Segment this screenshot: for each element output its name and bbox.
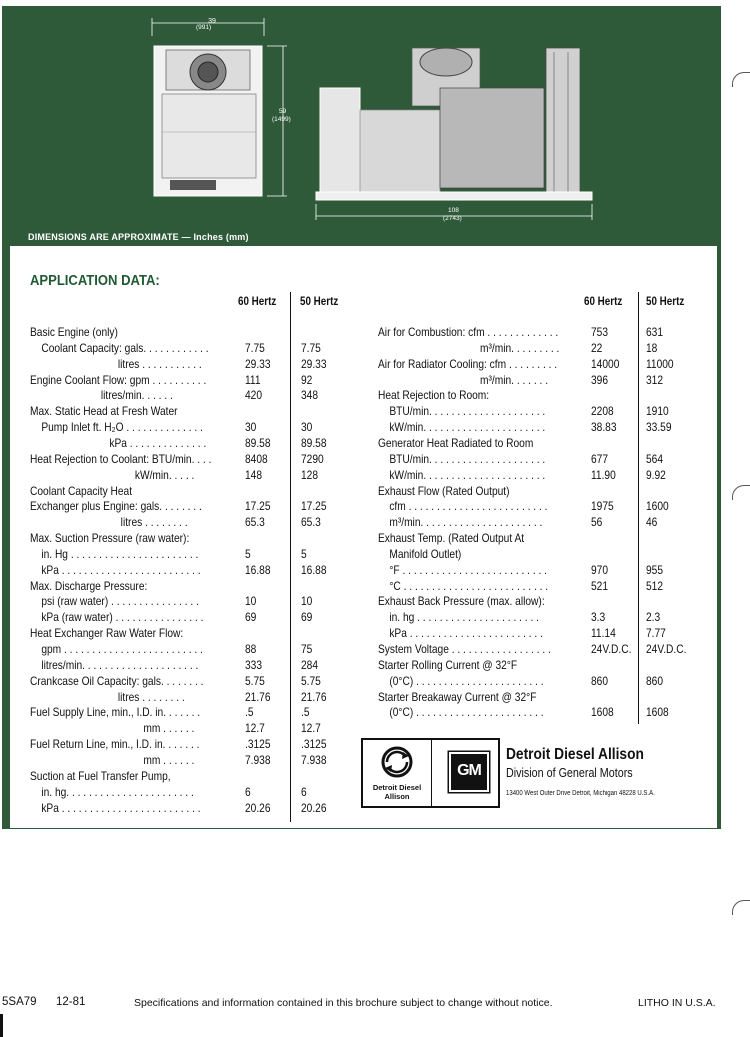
data-row: [30, 498, 350, 514]
value-50hz: 1600: [646, 499, 669, 514]
value-60hz: .3125: [245, 737, 271, 752]
data-row: [30, 340, 350, 356]
data-row: [30, 419, 350, 435]
value-50hz: 7290: [301, 451, 324, 466]
data-row: [30, 483, 350, 499]
length-dim-in: 108: [448, 207, 459, 214]
footer-litho: LITHO IN U.S.A.: [638, 997, 716, 1009]
right-50hz-header: 50 Hertz: [646, 294, 685, 308]
data-row: [30, 514, 350, 530]
data-row: [378, 340, 708, 356]
row-label: Exhaust Flow (Rated Output): [378, 483, 510, 498]
data-row: [378, 530, 708, 546]
value-50hz: 6: [301, 784, 307, 799]
data-row: [378, 704, 708, 720]
value-50hz: 1608: [646, 705, 669, 720]
value-50hz: 21.76: [301, 689, 327, 704]
value-60hz: 89.58: [245, 435, 271, 450]
value-60hz: 970: [591, 562, 609, 577]
value-50hz: 16.88: [301, 562, 327, 577]
value-50hz: 65.3: [301, 515, 321, 530]
data-row: [378, 356, 708, 372]
value-50hz: 89.58: [301, 435, 327, 450]
data-row: [378, 625, 708, 641]
row-label: Starter Breakaway Current @ 32°F: [378, 689, 537, 704]
row-label: Exchanger plus Engine: gals. . . . . . . .: [30, 499, 202, 514]
row-label: Fuel Return Line, min., I.D. in. . . . . . .: [30, 737, 200, 752]
row-label: System Voltage . . . . . . . . . . . . . . . . . .: [378, 642, 551, 656]
value-50hz: 312: [646, 372, 664, 387]
value-50hz: .5: [301, 705, 310, 720]
value-50hz: 5.75: [301, 673, 321, 688]
value-50hz: 7.75: [301, 340, 321, 355]
value-50hz: 20.26: [301, 800, 327, 815]
row-label: cfm . . . . . . . . . . . . . . . . . . . . . . . . .: [378, 499, 548, 514]
value-60hz: 30: [245, 420, 257, 435]
data-row: [378, 483, 708, 499]
footer-notice: Specifications and information contained in this brochure subject to change without notice.: [134, 997, 553, 1009]
data-row: [378, 451, 708, 467]
row-label: litres/min. . . . . . . . . . . . . . . . . . . . .: [30, 657, 199, 672]
gm-logo-text: GM: [457, 762, 481, 779]
value-50hz: 860: [646, 673, 664, 688]
row-label: gpm . . . . . . . . . . . . . . . . . . . . . . . . .: [30, 642, 203, 656]
value-50hz: 7.77: [646, 626, 666, 641]
value-60hz: 65.3: [245, 515, 265, 530]
data-row: [378, 546, 708, 562]
data-row: [30, 641, 350, 657]
value-50hz: 128: [301, 467, 319, 482]
length-dim-mm: (2743): [443, 215, 462, 222]
value-60hz: 148: [245, 467, 263, 482]
row-label: litres . . . . . . . .: [30, 689, 185, 704]
data-row: [30, 768, 350, 784]
row-label: Heat Rejection to Room:: [378, 388, 490, 403]
dda-logo: [363, 740, 432, 806]
row-label: Pump Inlet ft. H₂O . . . . . . . . . . . . . .: [30, 420, 203, 435]
row-label: (0°C) . . . . . . . . . . . . . . . . . . . . . . .: [378, 705, 544, 720]
row-label: Air for Combustion: cfm . . . . . . . . . . . . .: [378, 325, 559, 339]
row-label: kW/min. . . . . . . . . . . . . . . . . . . . . .: [378, 467, 546, 482]
data-row: [30, 387, 350, 403]
value-60hz: 860: [591, 673, 609, 688]
row-label: litres . . . . . . . . . . .: [30, 356, 202, 371]
row-label: °C . . . . . . . . . . . . . . . . . . . . . . . . . .: [378, 578, 549, 593]
brand-address: 13400 West Outer Drive Detroit, Michigan 48228 U.S.A.: [506, 790, 655, 797]
data-row: [30, 324, 350, 340]
data-row: [30, 673, 350, 689]
edge-nick-mark: [732, 485, 750, 500]
data-row: [378, 562, 708, 578]
value-50hz: 75: [301, 642, 313, 656]
value-50hz: 564: [646, 451, 664, 466]
data-row: [30, 403, 350, 419]
green-background-frame: [2, 6, 721, 829]
row-label: Basic Engine (only): [30, 325, 118, 339]
row-label: m³/min. . . . . . .: [378, 372, 549, 387]
value-50hz: 17.25: [301, 499, 327, 514]
edge-mark: [0, 1014, 3, 1037]
dimensions-note: DIMENSIONS ARE APPROXIMATE — Inches (mm): [28, 232, 249, 242]
row-label: mm . . . . . .: [30, 721, 195, 736]
width-dim-mm: (991): [196, 24, 212, 31]
data-row: [30, 689, 350, 705]
left-60hz-header: 60 Hertz: [238, 294, 277, 308]
row-label: BTU/min. . . . . . . . . . . . . . . . . . . . .: [378, 404, 546, 419]
value-50hz: 92: [301, 372, 313, 387]
row-label: in. Hg . . . . . . . . . . . . . . . . . . . . . . .: [30, 546, 199, 561]
row-label: Coolant Capacity Heat: [30, 483, 133, 498]
gm-logo-badge: [451, 754, 487, 790]
brand-name: Detroit Diesel Allison: [506, 746, 644, 763]
value-60hz: 56: [591, 515, 603, 530]
edge-nick-mark: [732, 900, 750, 915]
left-50hz-header: 50 Hertz: [300, 294, 339, 308]
value-60hz: 6: [245, 784, 251, 799]
value-60hz: 420: [245, 388, 263, 403]
value-60hz: 69: [245, 610, 257, 625]
value-60hz: 14000: [591, 356, 620, 371]
row-label: BTU/min. . . . . . . . . . . . . . . . . . . . .: [378, 451, 546, 466]
data-row: [30, 736, 350, 752]
data-row: [30, 451, 350, 467]
row-label: (0°C) . . . . . . . . . . . . . . . . . . . . . . .: [378, 673, 544, 688]
value-60hz: 29.33: [245, 356, 271, 371]
value-60hz: 12.7: [245, 721, 265, 736]
height-dim-in: 59: [279, 108, 287, 115]
data-row: [30, 657, 350, 673]
value-50hz: 1910: [646, 404, 669, 419]
footer-code: 5SA79: [2, 996, 37, 1008]
row-label: Max. Suction Pressure (raw water):: [30, 531, 190, 546]
row-label: Air for Radiator Cooling: cfm . . . . . . . . .: [378, 356, 558, 371]
value-60hz: 1975: [591, 499, 614, 514]
dda-emblem-icon: [363, 740, 431, 784]
value-50hz: 284: [301, 657, 319, 672]
data-row: [378, 498, 708, 514]
value-60hz: 88: [245, 642, 257, 656]
value-60hz: 5.75: [245, 673, 265, 688]
value-60hz: 24V.D.C.: [591, 642, 632, 656]
value-50hz: 12.7: [301, 721, 321, 736]
value-60hz: 3.3: [591, 610, 606, 625]
data-row: [30, 372, 350, 388]
value-50hz: 30: [301, 420, 313, 435]
generator-dimension-drawings: [2, 6, 721, 244]
row-label: psi (raw water) . . . . . . . . . . . . . . . .: [30, 594, 199, 609]
dda-logo-text: Detroit Diesel Allison: [372, 783, 422, 801]
data-row: [30, 467, 350, 483]
value-60hz: 7.75: [245, 340, 265, 355]
data-row: [30, 720, 350, 736]
front-view-drawing: [152, 18, 287, 196]
row-label: kW/min. . . . . . . . . . . . . . . . . . . . . .: [378, 420, 546, 435]
row-label: m³/min. . . . . . . . . . . . . . . . . . . . . .: [378, 515, 543, 530]
right-60hz-header: 60 Hertz: [584, 294, 623, 308]
data-row: [378, 419, 708, 435]
row-label: Exhaust Temp. (Rated Output At: [378, 531, 525, 546]
value-50hz: 24V.D.C.: [646, 642, 687, 656]
value-60hz: 677: [591, 451, 609, 466]
data-row: [378, 641, 708, 657]
value-60hz: 111: [245, 372, 261, 387]
application-data-panel: [10, 246, 717, 828]
value-60hz: 1608: [591, 705, 614, 720]
value-60hz: 17.25: [245, 499, 271, 514]
edge-nick-mark: [732, 72, 750, 87]
data-row: [378, 387, 708, 403]
value-50hz: 631: [646, 325, 664, 339]
brand-division: Division of General Motors: [506, 766, 633, 780]
data-row: [30, 800, 350, 816]
data-row: [30, 435, 350, 451]
data-row: [30, 704, 350, 720]
value-60hz: 333: [245, 657, 263, 672]
data-row: [378, 403, 708, 419]
row-label: Heat Rejection to Coolant: BTU/min. . . .: [30, 451, 212, 466]
value-50hz: 18: [646, 340, 658, 355]
value-50hz: 2.3: [646, 610, 661, 625]
value-50hz: 10: [301, 594, 313, 609]
row-label: in. hg . . . . . . . . . . . . . . . . . . . . . .: [378, 610, 539, 625]
value-50hz: 69: [301, 610, 313, 625]
height-dim-mm: (1499): [272, 116, 291, 123]
value-60hz: 38.83: [591, 420, 617, 435]
data-row: [378, 673, 708, 689]
data-row: [378, 435, 708, 451]
row-label: mm . . . . . .: [30, 752, 195, 767]
value-50hz: 348: [301, 388, 319, 403]
row-label: °F . . . . . . . . . . . . . . . . . . . . . . . . . .: [378, 562, 548, 577]
row-label: Crankcase Oil Capacity: gals. . . . . . . .: [30, 673, 204, 688]
data-row: [378, 467, 708, 483]
row-label: m³/min. . . . . . . . .: [378, 340, 560, 355]
row-label: kPa . . . . . . . . . . . . . . . . . . . . . . . .: [378, 626, 543, 641]
value-60hz: 11.90: [591, 467, 616, 482]
value-50hz: 46: [646, 515, 658, 530]
value-50hz: .3125: [301, 737, 327, 752]
value-60hz: 521: [591, 578, 609, 593]
value-60hz: 5: [245, 546, 251, 561]
value-50hz: 29.33: [301, 356, 327, 371]
row-label: litres . . . . . . . .: [30, 515, 188, 530]
row-label: Starter Rolling Current @ 32°F: [378, 657, 518, 672]
data-row: [378, 324, 708, 340]
value-60hz: .5: [245, 705, 254, 720]
row-label: kPa . . . . . . . . . . . . . .: [30, 435, 207, 450]
data-row: [30, 530, 350, 546]
value-50hz: 9.92: [646, 467, 666, 482]
row-label: Engine Coolant Flow: gpm . . . . . . . . . .: [30, 372, 207, 387]
value-50hz: 5: [301, 546, 307, 561]
data-row: [378, 657, 708, 673]
data-row: [378, 578, 708, 594]
row-label: Coolant Capacity: gals. . . . . . . . . . . .: [30, 340, 209, 355]
data-row: [30, 562, 350, 578]
data-row: [378, 593, 708, 609]
value-60hz: 2208: [591, 404, 614, 419]
application-data-title: APPLICATION DATA:: [30, 273, 160, 289]
row-label: litres/min. . . . . .: [30, 388, 173, 403]
value-60hz: 11.14: [591, 626, 616, 641]
side-view-drawing: [316, 48, 592, 220]
value-50hz: 11000: [646, 356, 674, 371]
value-50hz: 955: [646, 562, 664, 577]
footer-date: 12-81: [56, 996, 86, 1008]
value-60hz: 16.88: [245, 562, 271, 577]
row-label: Generator Heat Radiated to Room: [378, 435, 534, 450]
brand-logo-box: [361, 738, 500, 808]
row-label: Manifold Outlet): [378, 546, 462, 561]
row-label: kPa (raw water) . . . . . . . . . . . . . . . .: [30, 610, 204, 625]
value-50hz: 7.938: [301, 752, 327, 767]
data-row: [30, 625, 350, 641]
row-label: Max. Discharge Pressure:: [30, 578, 148, 593]
row-label: Heat Exchanger Raw Water Flow:: [30, 626, 184, 641]
value-60hz: 21.76: [245, 689, 271, 704]
row-label: kPa . . . . . . . . . . . . . . . . . . . . . . . . .: [30, 800, 201, 815]
value-60hz: 7.938: [245, 752, 271, 767]
data-row: [30, 609, 350, 625]
value-60hz: 8408: [245, 451, 268, 466]
value-50hz: 512: [646, 578, 664, 593]
value-50hz: 33.59: [646, 420, 672, 435]
data-row: [30, 356, 350, 372]
data-row: [378, 514, 708, 530]
row-label: Suction at Fuel Transfer Pump,: [30, 768, 171, 783]
row-label: Max. Static Head at Fresh Water: [30, 404, 178, 419]
data-row: [378, 609, 708, 625]
data-row: [30, 784, 350, 800]
row-label: Exhaust Back Pressure (max. allow):: [378, 594, 545, 609]
data-row: [30, 546, 350, 562]
data-row: [30, 578, 350, 594]
value-60hz: 753: [591, 325, 609, 339]
value-60hz: 10: [245, 594, 257, 609]
value-60hz: 22: [591, 340, 603, 355]
svg-text:39: 39: [208, 18, 216, 25]
row-label: kW/min. . . . .: [30, 467, 195, 482]
data-row: [378, 689, 708, 705]
row-label: Fuel Supply Line, min., I.D. in. . . . . . .: [30, 705, 201, 720]
data-row: [30, 752, 350, 768]
value-60hz: 20.26: [245, 800, 271, 815]
data-row: [378, 372, 708, 388]
row-label: in. hg. . . . . . . . . . . . . . . . . . . . . . .: [30, 784, 194, 799]
value-60hz: 396: [591, 372, 609, 387]
data-row: [30, 593, 350, 609]
row-label: kPa . . . . . . . . . . . . . . . . . . . . . . . . .: [30, 562, 201, 577]
